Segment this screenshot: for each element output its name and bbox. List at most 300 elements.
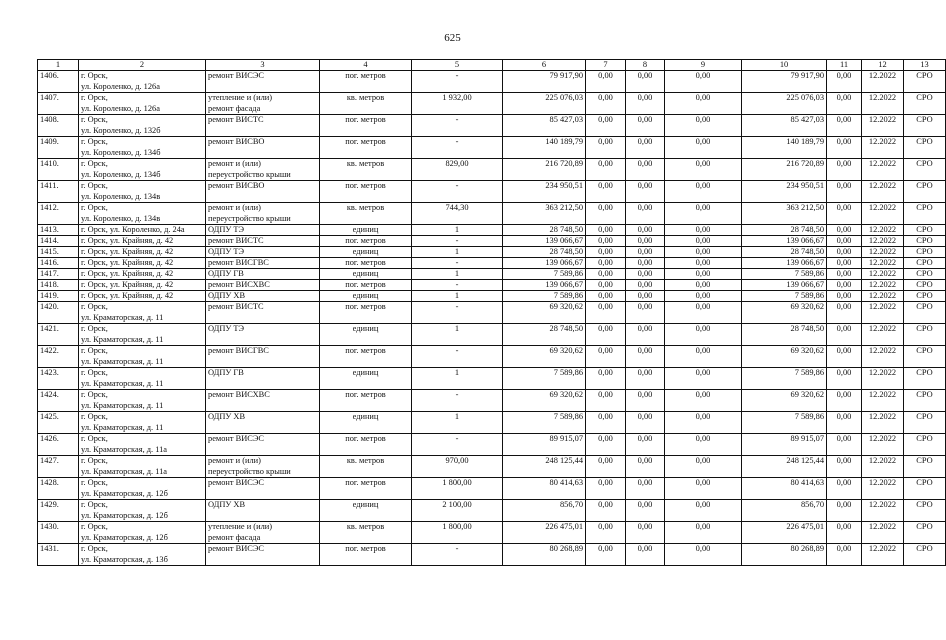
work-type-line: утепление и (или)	[208, 93, 273, 102]
quantity-cell: -	[412, 280, 503, 291]
cost-cell: 139 066,67	[742, 258, 827, 269]
amount-cell: 0,00	[827, 181, 862, 203]
address-cell	[79, 258, 206, 269]
quantity-cell: 744,30	[412, 203, 503, 225]
cost-cell: 226 475,01	[742, 522, 827, 544]
cost-cell: 28 748,50	[742, 225, 827, 236]
row-number-cell: 1426.	[38, 434, 79, 456]
amount-cell: 0,00	[586, 258, 626, 269]
total-cost-cell: 69 320,62	[503, 346, 586, 368]
amount-cell: 0,00	[827, 412, 862, 434]
address-line: ул. Короленко, д. 126а	[81, 103, 160, 113]
amount-cell: 0,00	[827, 71, 862, 93]
unit-cell: пог. метров	[320, 434, 412, 456]
work-type-line: ремонт ВИСТС	[208, 302, 264, 311]
work-type-line: переустройство крыши	[208, 213, 291, 223]
completion-date-cell: 12.2022	[862, 368, 904, 390]
amount-cell: 0,00	[665, 225, 742, 236]
completion-date-cell: 12.2022	[862, 269, 904, 280]
quantity-cell: -	[412, 71, 503, 93]
work-type-cell	[206, 291, 320, 302]
quantity-cell: 1	[412, 324, 503, 346]
address-line: г. Орск,	[81, 522, 108, 531]
work-type-line: ОДПУ ГВ	[208, 269, 244, 278]
amount-cell: 0,00	[586, 236, 626, 247]
work-type-line: ремонт и (или)	[208, 159, 261, 168]
row-number-cell: 1415.	[38, 247, 79, 258]
funding-source-cell: СРО	[904, 269, 946, 280]
address-cell	[79, 544, 206, 566]
unit-cell: единиц	[320, 247, 412, 258]
work-type-line: переустройство крыши	[208, 466, 291, 476]
work-type-cell	[206, 181, 320, 203]
column-number-header: 3	[206, 60, 320, 71]
total-cost-cell: 69 320,62	[503, 390, 586, 412]
row-number-cell: 1428.	[38, 478, 79, 500]
completion-date-cell: 12.2022	[862, 159, 904, 181]
amount-cell: 0,00	[626, 225, 665, 236]
address-cell	[79, 522, 206, 544]
amount-cell: 0,00	[665, 291, 742, 302]
completion-date-cell: 12.2022	[862, 236, 904, 247]
address-cell	[79, 280, 206, 291]
total-cost-cell: 28 748,50	[503, 247, 586, 258]
unit-cell: пог. метров	[320, 280, 412, 291]
amount-cell: 0,00	[586, 203, 626, 225]
quantity-cell: -	[412, 390, 503, 412]
amount-cell: 0,00	[665, 478, 742, 500]
quantity-cell: -	[412, 137, 503, 159]
amount-cell: 0,00	[665, 115, 742, 137]
address-cell	[79, 412, 206, 434]
amount-cell: 0,00	[626, 324, 665, 346]
amount-cell: 0,00	[665, 159, 742, 181]
unit-cell: пог. метров	[320, 181, 412, 203]
quantity-cell: -	[412, 115, 503, 137]
work-type-cell	[206, 412, 320, 434]
amount-cell: 0,00	[626, 390, 665, 412]
unit-cell: пог. метров	[320, 302, 412, 324]
quantity-cell: 1	[412, 225, 503, 236]
table-row	[38, 368, 946, 390]
address-cell	[79, 368, 206, 390]
quantity-cell: 1 800,00	[412, 478, 503, 500]
work-type-cell	[206, 434, 320, 456]
quantity-cell: 2 100,00	[412, 500, 503, 522]
amount-cell: 0,00	[586, 456, 626, 478]
column-number-header: 2	[79, 60, 206, 71]
row-number-cell: 1419.	[38, 291, 79, 302]
funding-source-cell: СРО	[904, 500, 946, 522]
unit-cell: единиц	[320, 324, 412, 346]
funding-source-cell: СРО	[904, 137, 946, 159]
unit-cell: кв. метров	[320, 203, 412, 225]
funding-source-cell: СРО	[904, 159, 946, 181]
completion-date-cell: 12.2022	[862, 456, 904, 478]
amount-cell: 0,00	[586, 225, 626, 236]
address-line: г. Орск,	[81, 500, 108, 509]
work-type-cell	[206, 159, 320, 181]
quantity-cell: 829,00	[412, 159, 503, 181]
amount-cell: 0,00	[586, 302, 626, 324]
amount-cell: 0,00	[626, 71, 665, 93]
total-cost-cell: 69 320,62	[503, 302, 586, 324]
quantity-cell: -	[412, 181, 503, 203]
amount-cell: 0,00	[827, 291, 862, 302]
quantity-cell: 1	[412, 368, 503, 390]
completion-date-cell: 12.2022	[862, 302, 904, 324]
funding-source-cell: СРО	[904, 412, 946, 434]
row-number-cell: 1406.	[38, 71, 79, 93]
row-number-cell: 1422.	[38, 346, 79, 368]
column-number-header: 9	[665, 60, 742, 71]
work-type-line: ремонт ВИСЭС	[208, 478, 264, 487]
quantity-cell: -	[412, 434, 503, 456]
total-cost-cell: 7 589,86	[503, 269, 586, 280]
address-cell	[79, 456, 206, 478]
table-row	[38, 280, 946, 291]
address-line: г. Орск,	[81, 115, 108, 124]
amount-cell: 0,00	[827, 159, 862, 181]
amount-cell: 0,00	[586, 93, 626, 115]
quantity-cell: 1	[412, 291, 503, 302]
quantity-cell: 1 800,00	[412, 522, 503, 544]
cost-cell: 80 414,63	[742, 478, 827, 500]
funding-source-cell: СРО	[904, 390, 946, 412]
amount-cell: 0,00	[665, 236, 742, 247]
cost-cell: 69 320,62	[742, 390, 827, 412]
amount-cell: 0,00	[586, 434, 626, 456]
amount-cell: 0,00	[626, 115, 665, 137]
table-row	[38, 203, 946, 225]
amount-cell: 0,00	[665, 500, 742, 522]
work-type-cell	[206, 478, 320, 500]
table-row	[38, 269, 946, 280]
completion-date-cell: 12.2022	[862, 181, 904, 203]
table-row	[38, 346, 946, 368]
table-row	[38, 324, 946, 346]
address-line: ул. Краматорская, д. 11	[81, 400, 164, 410]
amount-cell: 0,00	[665, 390, 742, 412]
amount-cell: 0,00	[626, 280, 665, 291]
address-cell	[79, 71, 206, 93]
amount-cell: 0,00	[827, 236, 862, 247]
address-line: г. Орск, ул. Крайняя, д. 42	[81, 247, 174, 256]
column-number-header: 10	[742, 60, 827, 71]
address-cell	[79, 236, 206, 247]
funding-source-cell: СРО	[904, 456, 946, 478]
funding-source-cell: СРО	[904, 324, 946, 346]
amount-cell: 0,00	[626, 247, 665, 258]
cost-cell: 139 066,67	[742, 280, 827, 291]
address-cell	[79, 324, 206, 346]
amount-cell: 0,00	[665, 544, 742, 566]
amount-cell: 0,00	[586, 390, 626, 412]
completion-date-cell: 12.2022	[862, 500, 904, 522]
address-line: г. Орск,	[81, 159, 108, 168]
amount-cell: 0,00	[586, 115, 626, 137]
work-type-line: ремонт ВИСВО	[208, 137, 265, 146]
work-type-line: ремонт ВИСХВС	[208, 390, 270, 399]
funding-source-cell: СРО	[904, 203, 946, 225]
amount-cell: 0,00	[665, 434, 742, 456]
unit-cell: пог. метров	[320, 236, 412, 247]
amount-cell: 0,00	[827, 522, 862, 544]
work-type-line: ремонт ВИСТС	[208, 115, 264, 124]
cost-cell: 234 950,51	[742, 181, 827, 203]
unit-cell: кв. метров	[320, 456, 412, 478]
amount-cell: 0,00	[665, 137, 742, 159]
row-number-cell: 1408.	[38, 115, 79, 137]
funding-source-cell: СРО	[904, 280, 946, 291]
work-type-cell	[206, 456, 320, 478]
column-number-header: 4	[320, 60, 412, 71]
unit-cell: пог. метров	[320, 478, 412, 500]
amount-cell: 0,00	[626, 203, 665, 225]
amount-cell: 0,00	[665, 71, 742, 93]
table-row	[38, 115, 946, 137]
amount-cell: 0,00	[827, 478, 862, 500]
work-type-line: ремонт ВИСГВС	[208, 346, 269, 355]
address-line: г. Орск,	[81, 412, 108, 421]
address-line: г. Орск,	[81, 93, 108, 102]
row-number-cell: 1424.	[38, 390, 79, 412]
address-line: ул. Краматорская, д. 13б	[81, 554, 168, 564]
address-line: г. Орск,	[81, 324, 108, 333]
address-line: г. Орск,	[81, 137, 108, 146]
work-type-line: ОДПУ ТЭ	[208, 225, 245, 234]
row-number-cell: 1420.	[38, 302, 79, 324]
row-number-cell: 1425.	[38, 412, 79, 434]
funding-source-cell: СРО	[904, 302, 946, 324]
address-line: ул. Короленко, д. 134в	[81, 213, 161, 223]
amount-cell: 0,00	[665, 181, 742, 203]
address-cell	[79, 346, 206, 368]
unit-cell: единиц	[320, 368, 412, 390]
amount-cell: 0,00	[665, 280, 742, 291]
address-line: ул. Короленко, д. 134б	[81, 147, 161, 157]
unit-cell: пог. метров	[320, 346, 412, 368]
work-type-line: ремонт ВИСЭС	[208, 544, 264, 553]
work-type-line: ремонт фасада	[208, 103, 261, 113]
amount-cell: 0,00	[665, 412, 742, 434]
amount-cell: 0,00	[626, 500, 665, 522]
funding-source-cell: СРО	[904, 346, 946, 368]
amount-cell: 0,00	[827, 434, 862, 456]
amount-cell: 0,00	[827, 280, 862, 291]
completion-date-cell: 12.2022	[862, 390, 904, 412]
unit-cell: пог. метров	[320, 258, 412, 269]
amount-cell: 0,00	[827, 302, 862, 324]
amount-cell: 0,00	[665, 247, 742, 258]
completion-date-cell: 12.2022	[862, 93, 904, 115]
total-cost-cell: 80 268,89	[503, 544, 586, 566]
address-line: ул. Короленко, д. 132б	[81, 125, 161, 135]
table-row	[38, 544, 946, 566]
address-line: ул. Краматорская, д. 11	[81, 356, 164, 366]
amount-cell: 0,00	[827, 368, 862, 390]
address-line: г. Орск, ул. Крайняя, д. 42	[81, 236, 174, 245]
amount-cell: 0,00	[586, 159, 626, 181]
row-number-cell: 1413.	[38, 225, 79, 236]
address-line: ул. Короленко, д. 126а	[81, 81, 160, 91]
unit-cell: пог. метров	[320, 544, 412, 566]
completion-date-cell: 12.2022	[862, 324, 904, 346]
row-number-cell: 1430.	[38, 522, 79, 544]
address-line: г. Орск,	[81, 478, 108, 487]
work-type-line: переустройство крыши	[208, 169, 291, 179]
row-number-cell: 1427.	[38, 456, 79, 478]
address-line: г. Орск,	[81, 434, 108, 443]
completion-date-cell: 12.2022	[862, 412, 904, 434]
cost-cell: 69 320,62	[742, 302, 827, 324]
amount-cell: 0,00	[586, 280, 626, 291]
amount-cell: 0,00	[665, 522, 742, 544]
completion-date-cell: 12.2022	[862, 203, 904, 225]
row-number-cell: 1421.	[38, 324, 79, 346]
amount-cell: 0,00	[827, 456, 862, 478]
address-cell	[79, 478, 206, 500]
row-number-cell: 1429.	[38, 500, 79, 522]
address-line: г. Орск,	[81, 544, 108, 553]
work-type-line: ОДПУ ХВ	[208, 291, 246, 300]
work-type-cell	[206, 115, 320, 137]
work-type-cell	[206, 544, 320, 566]
address-line: ул. Краматорская, д. 11а	[81, 444, 167, 454]
total-cost-cell: 7 589,86	[503, 368, 586, 390]
cost-cell: 140 189,79	[742, 137, 827, 159]
address-line: ул. Краматорская, д. 12б	[81, 488, 168, 498]
completion-date-cell: 12.2022	[862, 71, 904, 93]
column-number-header: 13	[904, 60, 946, 71]
work-type-line: ремонт ВИСТС	[208, 236, 264, 245]
amount-cell: 0,00	[665, 302, 742, 324]
funding-source-cell: СРО	[904, 291, 946, 302]
work-type-cell	[206, 368, 320, 390]
address-cell	[79, 291, 206, 302]
quantity-cell: 1	[412, 412, 503, 434]
row-number-cell: 1410.	[38, 159, 79, 181]
amount-cell: 0,00	[665, 324, 742, 346]
address-line: г. Орск, ул. Короленко, д. 24а	[81, 225, 185, 234]
work-type-cell	[206, 236, 320, 247]
row-number-cell: 1416.	[38, 258, 79, 269]
address-cell	[79, 302, 206, 324]
quantity-cell: -	[412, 236, 503, 247]
row-number-cell: 1407.	[38, 93, 79, 115]
work-type-cell	[206, 269, 320, 280]
amount-cell: 0,00	[626, 522, 665, 544]
amount-cell: 0,00	[827, 203, 862, 225]
cost-cell: 7 589,86	[742, 368, 827, 390]
cost-cell: 7 589,86	[742, 291, 827, 302]
row-number-cell: 1409.	[38, 137, 79, 159]
cost-cell: 139 066,67	[742, 236, 827, 247]
column-number-header: 8	[626, 60, 665, 71]
amount-cell: 0,00	[586, 137, 626, 159]
work-type-line: ремонт ВИСВО	[208, 181, 265, 190]
address-cell	[79, 500, 206, 522]
cost-cell: 28 748,50	[742, 324, 827, 346]
amount-cell: 0,00	[586, 71, 626, 93]
work-type-line: ремонт ВИСГВС	[208, 258, 269, 267]
amount-cell: 0,00	[626, 291, 665, 302]
amount-cell: 0,00	[626, 478, 665, 500]
total-cost-cell: 234 950,51	[503, 181, 586, 203]
amount-cell: 0,00	[586, 412, 626, 434]
amount-cell: 0,00	[827, 247, 862, 258]
unit-cell: пог. метров	[320, 390, 412, 412]
total-cost-cell: 139 066,67	[503, 280, 586, 291]
funding-source-cell: СРО	[904, 368, 946, 390]
amount-cell: 0,00	[827, 269, 862, 280]
funding-source-cell: СРО	[904, 115, 946, 137]
work-type-cell	[206, 71, 320, 93]
total-cost-cell: 139 066,67	[503, 258, 586, 269]
work-type-line: ремонт ВИСЭС	[208, 434, 264, 443]
work-type-line: ремонт фасада	[208, 532, 261, 542]
amount-cell: 0,00	[626, 93, 665, 115]
amount-cell: 0,00	[827, 324, 862, 346]
table-row	[38, 247, 946, 258]
column-number-row	[38, 60, 946, 71]
funding-source-cell: СРО	[904, 544, 946, 566]
table-row	[38, 412, 946, 434]
address-cell	[79, 181, 206, 203]
quantity-cell: 1	[412, 247, 503, 258]
address-line: г. Орск,	[81, 390, 108, 399]
address-cell	[79, 159, 206, 181]
amount-cell: 0,00	[586, 346, 626, 368]
total-cost-cell: 363 212,50	[503, 203, 586, 225]
work-type-line: ремонт и (или)	[208, 203, 261, 212]
table-row	[38, 522, 946, 544]
amount-cell: 0,00	[827, 93, 862, 115]
cost-cell: 28 748,50	[742, 247, 827, 258]
funding-source-cell: СРО	[904, 247, 946, 258]
work-type-cell	[206, 346, 320, 368]
cost-cell: 7 589,86	[742, 269, 827, 280]
amount-cell: 0,00	[586, 500, 626, 522]
completion-date-cell: 12.2022	[862, 258, 904, 269]
amount-cell: 0,00	[626, 236, 665, 247]
amount-cell: 0,00	[586, 291, 626, 302]
address-cell	[79, 247, 206, 258]
total-cost-cell: 140 189,79	[503, 137, 586, 159]
funding-source-cell: СРО	[904, 258, 946, 269]
total-cost-cell: 226 475,01	[503, 522, 586, 544]
cost-cell: 79 917,90	[742, 71, 827, 93]
unit-cell: единиц	[320, 225, 412, 236]
funding-source-cell: СРО	[904, 93, 946, 115]
repair-schedule-table	[37, 59, 946, 566]
total-cost-cell: 28 748,50	[503, 324, 586, 346]
completion-date-cell: 12.2022	[862, 280, 904, 291]
cost-cell: 80 268,89	[742, 544, 827, 566]
address-line: г. Орск,	[81, 456, 108, 465]
work-type-cell	[206, 324, 320, 346]
address-line: г. Орск,	[81, 302, 108, 311]
completion-date-cell: 12.2022	[862, 544, 904, 566]
unit-cell: единиц	[320, 291, 412, 302]
funding-source-cell: СРО	[904, 225, 946, 236]
amount-cell: 0,00	[665, 346, 742, 368]
unit-cell: пог. метров	[320, 71, 412, 93]
work-type-line: ОДПУ ТЭ	[208, 247, 245, 256]
address-line: ул. Краматорская, д. 11	[81, 378, 164, 388]
cost-cell: 225 076,03	[742, 93, 827, 115]
column-number-header: 5	[412, 60, 503, 71]
